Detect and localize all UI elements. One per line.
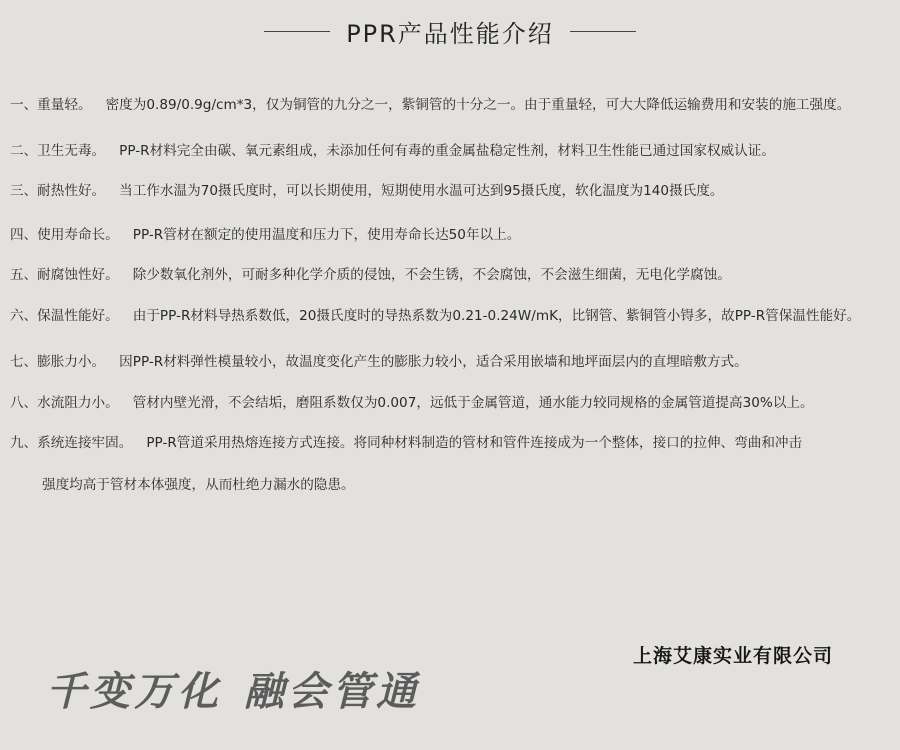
feature-item-5 bbox=[10, 265, 731, 285]
feature-label: 五、耐腐蚀性好。 bbox=[10, 267, 119, 283]
feature-label: 七、膨胀力小。 bbox=[10, 354, 106, 370]
page-title: PPR产品性能介绍 bbox=[346, 20, 554, 48]
feature-item-2 bbox=[10, 141, 775, 161]
feature-text: 当工作水温为70摄氏度时，可以长期使用，短期使用水温可达到95摄氏度，软化温度为140摄氏度。 bbox=[119, 183, 724, 199]
feature-item-9 bbox=[10, 433, 802, 495]
feature-text: PP-R管道采用热熔连接方式连接。将同种材料制造的管材和管件连接成为一个整体，接口的拉伸、弯曲和冲击 bbox=[146, 435, 803, 451]
slogan-left: 千变万化 bbox=[46, 668, 222, 715]
feature-item-3 bbox=[10, 181, 723, 201]
feature-text: 除少数氧化剂外，可耐多种化学介质的侵蚀，不会生锈，不会腐蚀，不会滋生细菌，无电化学腐蚀。 bbox=[132, 267, 731, 283]
feature-item-6 bbox=[10, 306, 860, 326]
feature-text: 密度为0.89/0.9g/cm*3，仅为铜管的九分之一，紫铜管的十分之一。由于重量轻，可大大降低运输费用和安装的施工强度。 bbox=[105, 97, 851, 113]
feature-label: 三、耐热性好。 bbox=[10, 183, 106, 199]
feature-text-continued: 强度均高于管材本体强度，从而杜绝力漏水的隐患。 bbox=[42, 477, 355, 493]
feature-text: 由于PP-R材料导热系数低，20摄氏度时的导热系数为0.21-0.24W/mK，比钢管、紫铜管小锝多，故PP-R管保温性能好。 bbox=[132, 308, 861, 324]
feature-item-4 bbox=[10, 225, 520, 245]
feature-text: PP-R管材在额定的使用温度和压力下，使用寿命长达50年以上。 bbox=[132, 227, 521, 243]
feature-label: 一、重量轻。 bbox=[10, 97, 92, 113]
title-left-rule bbox=[264, 31, 330, 32]
slogan-right: 融会管通 bbox=[244, 668, 420, 715]
feature-label: 二、卫生无毒。 bbox=[10, 143, 106, 159]
header bbox=[0, 14, 900, 49]
feature-label: 八、水流阻力小。 bbox=[10, 395, 119, 411]
title-right-rule bbox=[570, 31, 636, 32]
feature-item-1 bbox=[10, 95, 850, 115]
feature-label: 九、系统连接牢固。 bbox=[10, 435, 133, 451]
slogan bbox=[46, 660, 420, 717]
feature-text: 因PP-R材料弹性模量较小，故温度变化产生的膨胀力较小，适合采用嵌墙和地坪面层内的直埋暗敷方式。 bbox=[119, 354, 748, 370]
company-name: 上海艾康实业有限公司 bbox=[633, 645, 834, 667]
feature-item-7 bbox=[10, 352, 748, 372]
feature-text: PP-R材料完全由碳、氧元素组成，未添加任何有毒的重金属盐稳定性剂，材料卫生性能已通过国家权威认证。 bbox=[119, 143, 775, 159]
feature-item-8 bbox=[10, 393, 814, 413]
feature-text: 管材内壁光滑，不会结垢，磨阻系数仅为0.007，远低于金属管道，通水能力较同规格的金属管道提高30%以上。 bbox=[132, 395, 814, 411]
feature-label: 四、使用寿命长。 bbox=[10, 227, 119, 243]
feature-label: 六、保温性能好。 bbox=[10, 308, 119, 324]
